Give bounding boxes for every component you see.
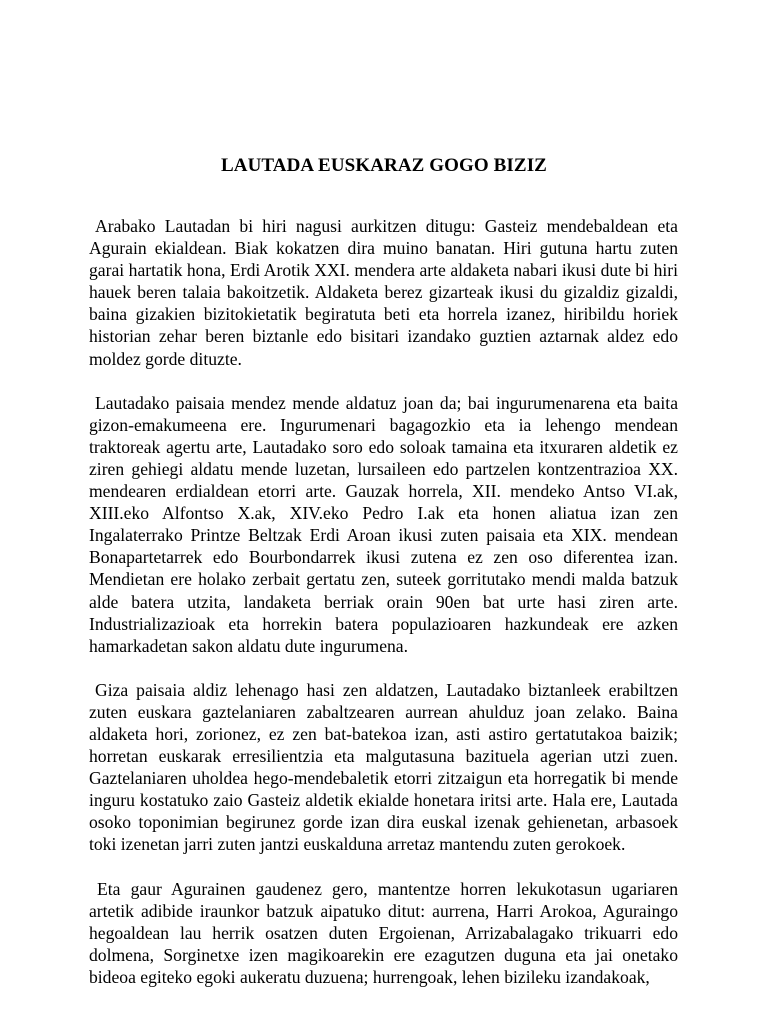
paragraph-2: Lautadako paisaia mendez mende aldatuz joan da; bai ingurumenarena eta baita gizon-emakumeena ere. Ingurumenari bagagozkio eta ia lehengo mendean traktoreak agertu arte, Lautadako soro edo soloak tamaina eta itxuraren aldetik ez ziren gehiegi aldatu mende luzetan, lursaileen edo partzelen kontzentrazioa XX. mendearen erdialdean etorri arte. Gauzak horrela, XII. mendeko Antso VI.ak, XIII.eko Alfontso X.ak, XIV.eko Pedro I.ak eta honen aliatua izan zen Ingalaterrako Printze Beltzak Erdi Aroan ikusi zuten paisaia eta XIX. mendean Bonapartetarrek edo Bourbondarrek ikusi zutena ez zen oso diferentea izan. Mendietan ere holako zerbait gertatu zen, suteek gorritutako mendi malda batzuk alde batera utzita, landaketa berriak orain 90en bat urte hasi ziren arte. Industrializazioak eta horrekin batera populazioaren hazkundeak ere azken hamarkadetan sakon aldatu dute ingurumena. bbox=[89, 392, 678, 656]
paragraph-4: Eta gaur Agurainen gaudenez gero, mantentze horren lekukotasun ugariaren artetik adibide iraunkor batzuk aipatuko ditut: aurrena, Harri Arokoa, Aguraingo hegoaldean lau herrik osatzen duten Ergoienan, Arrizabalagako trikuarri edo dolmena, Sorginetxe izen magikoarekin ere ezagutzen duguna eta jai onetako bideoa egiteko egoki aukeratu duzuena; hurrengoak, lehen bizileku izandakoak, bbox=[89, 878, 678, 987]
paragraph-3: Giza paisaia aldiz lehenago hasi zen aldatzen, Lautadako biztanleek erabiltzen zuten euskara gaztelaniaren zabaltzearen aurrean ahulduz joan zelako. Baina aldaketa hori, zorionez, ez zen bat-batekoa izan, asti astiro gertatutakoa baizik; horretan euskarak erresilientzia eta malgutasuna bazituela agerian utzi zuen. Gaztelaniaren uholdea hego-mendebaletik etorri zitzaigun eta horregatik bi mende inguru kostatuko zaio Gasteiz aldetik ekialde honetara iritsi arte. Hala ere, Lautada osoko toponimian begirunez gorde izan dira euskal izenak gehienetan, arbasoek toki izenetan jarri zuten jantzi euskalduna arretaz mantendu zuten gerokoek. bbox=[89, 679, 678, 855]
document-body bbox=[89, 215, 678, 1010]
document-title: LAUTADA EUSKARAZ GOGO BIZIZ bbox=[221, 155, 547, 176]
paragraph-1: Arabako Lautadan bi hiri nagusi aurkitzen ditugu: Gasteiz mendebaldean eta Agurain ekialdean. Biak kokatzen dira muino banatan. Hiri gutuna hartu zuten garai hartatik hona, Erdi Arotik XXI. mendera arte aldaketa nabari ikusi dute bi hiri hauek beren talaia bakoitzetik. Aldaketa berez gizarteak ikusi du gizaldiz gizaldi, baina gizakien bizitokietatik begiratuta beti eta horrela izanez, hiribildu horiek historian zehar beren biztanle edo bisitari izandako guztien aztarnak aldez edo moldez gorde dituzte. bbox=[89, 216, 678, 369]
